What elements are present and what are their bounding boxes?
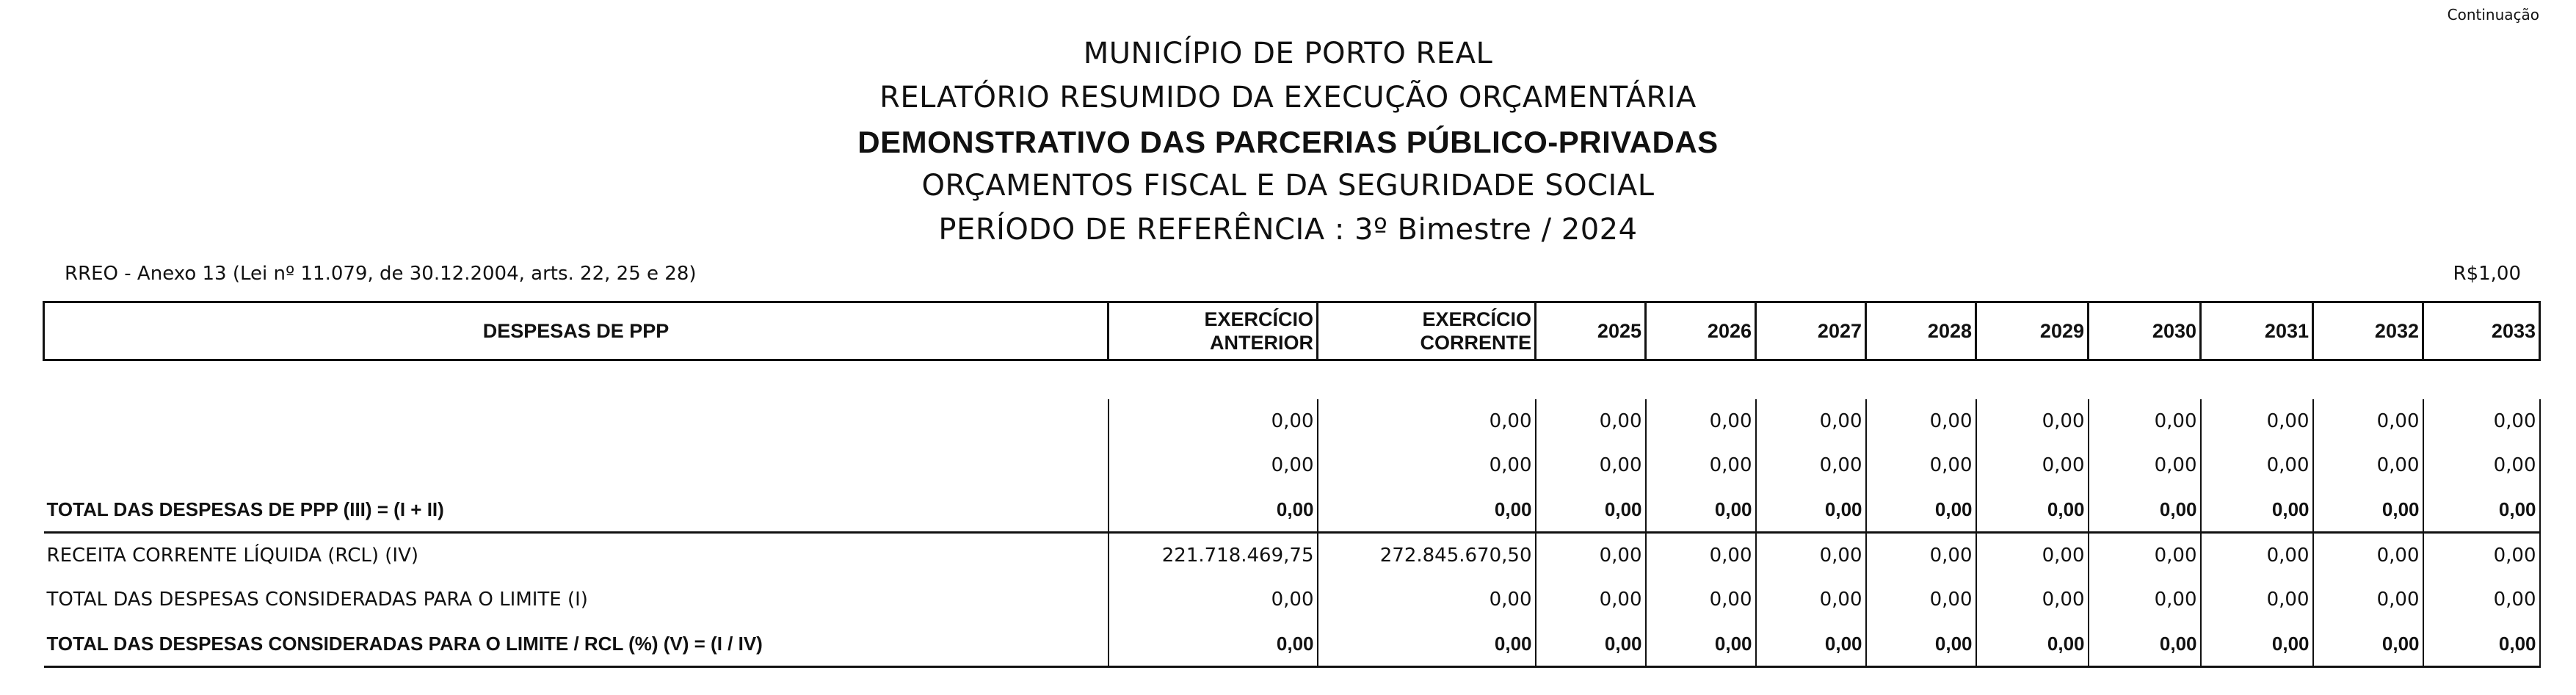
value-cell: 0,00 [2089, 622, 2201, 667]
column-header: 2030 [2089, 302, 2201, 360]
column-header: 2029 [1976, 302, 2089, 360]
value-cell: 0,00 [2313, 578, 2423, 622]
spacer-row [44, 360, 2540, 400]
value-cell: 0,00 [1756, 622, 1866, 667]
table-row [44, 622, 2540, 667]
value-cell: 0,00 [2423, 443, 2540, 487]
value-cell: 0,00 [1646, 533, 1756, 578]
value-cell: 0,00 [2201, 443, 2313, 487]
value-cell: 0,00 [2423, 533, 2540, 578]
value-cell: 0,00 [1536, 533, 1646, 578]
column-header: 2032 [2313, 302, 2423, 360]
value-cell: 0,00 [1866, 578, 1976, 622]
value-cell: 0,00 [1756, 578, 1866, 622]
value-cell: 0,00 [2201, 487, 2313, 533]
currency-unit: R$1,00 [2453, 263, 2521, 285]
report-title: RELATÓRIO RESUMIDO DA EXECUÇÃO ORÇAMENTÁRIA [879, 81, 1697, 114]
value-cell: 0,00 [2089, 578, 2201, 622]
table-row [44, 399, 2540, 443]
value-cell: 0,00 [1976, 443, 2089, 487]
table-header-row [44, 302, 2540, 360]
value-cell: 0,00 [2313, 487, 2423, 533]
column-header: 2026 [1646, 302, 1756, 360]
municipality-title: MUNICÍPIO DE PORTO REAL [1083, 37, 1493, 70]
value-cell: 0,00 [2089, 443, 2201, 487]
value-cell: 0,00 [1976, 399, 2089, 443]
row-label: TOTAL DAS DESPESAS DE PPP (III) = (I + II) [44, 487, 1109, 533]
value-cell: 272.845.670,50 [1318, 533, 1536, 578]
column-header: 2025 [1536, 302, 1646, 360]
value-cell: 0,00 [1536, 399, 1646, 443]
row-label: RECEITA CORRENTE LÍQUIDA (RCL) (IV) [44, 533, 1109, 578]
value-cell: 0,00 [1756, 443, 1866, 487]
table-row [44, 578, 2540, 622]
value-cell: 0,00 [2423, 622, 2540, 667]
value-cell: 0,00 [1866, 533, 1976, 578]
value-cell: 0,00 [2313, 443, 2423, 487]
column-header: 2031 [2201, 302, 2313, 360]
value-cell: 0,00 [1109, 622, 1318, 667]
row-label [44, 399, 1109, 443]
value-cell: 0,00 [2423, 578, 2540, 622]
value-cell: 0,00 [2089, 399, 2201, 443]
value-cell: 221.718.469,75 [1109, 533, 1318, 578]
row-label: TOTAL DAS DESPESAS CONSIDERADAS PARA O LIMITE (I) [44, 578, 1109, 622]
value-cell: 0,00 [2313, 622, 2423, 667]
row-label: TOTAL DAS DESPESAS CONSIDERADAS PARA O LIMITE / RCL (%) (V) = (I / IV) [44, 622, 1109, 667]
value-cell: 0,00 [2423, 399, 2540, 443]
value-cell: 0,00 [2313, 533, 2423, 578]
value-cell: 0,00 [2089, 487, 2201, 533]
column-header: EXERCÍCIO ANTERIOR [1109, 302, 1318, 360]
value-cell: 0,00 [1109, 399, 1318, 443]
value-cell: 0,00 [2089, 533, 2201, 578]
column-header: DESPESAS DE PPP [44, 302, 1109, 360]
value-cell: 0,00 [1646, 443, 1756, 487]
value-cell: 0,00 [1756, 399, 1866, 443]
value-cell: 0,00 [1109, 443, 1318, 487]
value-cell: 0,00 [1756, 533, 1866, 578]
budget-subtitle: ORÇAMENTOS FISCAL E DA SEGURIDADE SOCIAL [921, 169, 1655, 203]
value-cell: 0,00 [1646, 487, 1756, 533]
value-cell: 0,00 [1318, 399, 1536, 443]
table-row [44, 487, 2540, 533]
value-cell: 0,00 [1976, 533, 2089, 578]
value-cell: 0,00 [1976, 487, 2089, 533]
column-header: EXERCÍCIO CORRENTE [1318, 302, 1536, 360]
value-cell: 0,00 [2313, 399, 2423, 443]
value-cell: 0,00 [1318, 443, 1536, 487]
statement-title: DEMONSTRATIVO DAS PARCERIAS PÚBLICO-PRIVADAS [857, 125, 1719, 159]
value-cell: 0,00 [1646, 622, 1756, 667]
value-cell: 0,00 [1318, 578, 1536, 622]
column-header: 2033 [2423, 302, 2540, 360]
value-cell: 0,00 [1536, 487, 1646, 533]
value-cell: 0,00 [2201, 622, 2313, 667]
value-cell: 0,00 [2201, 533, 2313, 578]
table-row [44, 443, 2540, 487]
value-cell: 0,00 [1109, 487, 1318, 533]
value-cell: 0,00 [1866, 487, 1976, 533]
value-cell: 0,00 [2423, 487, 2540, 533]
value-cell: 0,00 [1646, 578, 1756, 622]
value-cell: 0,00 [1536, 622, 1646, 667]
ppp-table [43, 301, 2541, 668]
reference-period: PERÍODO DE REFERÊNCIA : 3º Bimestre / 2024 [938, 213, 1638, 247]
value-cell: 0,00 [1976, 578, 2089, 622]
value-cell: 0,00 [1646, 399, 1756, 443]
row-label [44, 443, 1109, 487]
column-header: 2028 [1866, 302, 1976, 360]
annex-reference: RREO - Anexo 13 (Lei nº 11.079, de 30.12.2004, arts. 22, 25 e 28) [65, 263, 697, 285]
column-header: 2027 [1756, 302, 1866, 360]
value-cell: 0,00 [1866, 399, 1976, 443]
value-cell: 0,00 [2201, 578, 2313, 622]
value-cell: 0,00 [1976, 622, 2089, 667]
value-cell: 0,00 [1318, 487, 1536, 533]
value-cell: 0,00 [2201, 399, 2313, 443]
value-cell: 0,00 [1866, 622, 1976, 667]
value-cell: 0,00 [1318, 622, 1536, 667]
continuation-label: Continuação [2447, 6, 2539, 23]
table-row [44, 533, 2540, 578]
value-cell: 0,00 [1756, 487, 1866, 533]
value-cell: 0,00 [1536, 578, 1646, 622]
value-cell: 0,00 [1536, 443, 1646, 487]
value-cell: 0,00 [1866, 443, 1976, 487]
value-cell: 0,00 [1109, 578, 1318, 622]
